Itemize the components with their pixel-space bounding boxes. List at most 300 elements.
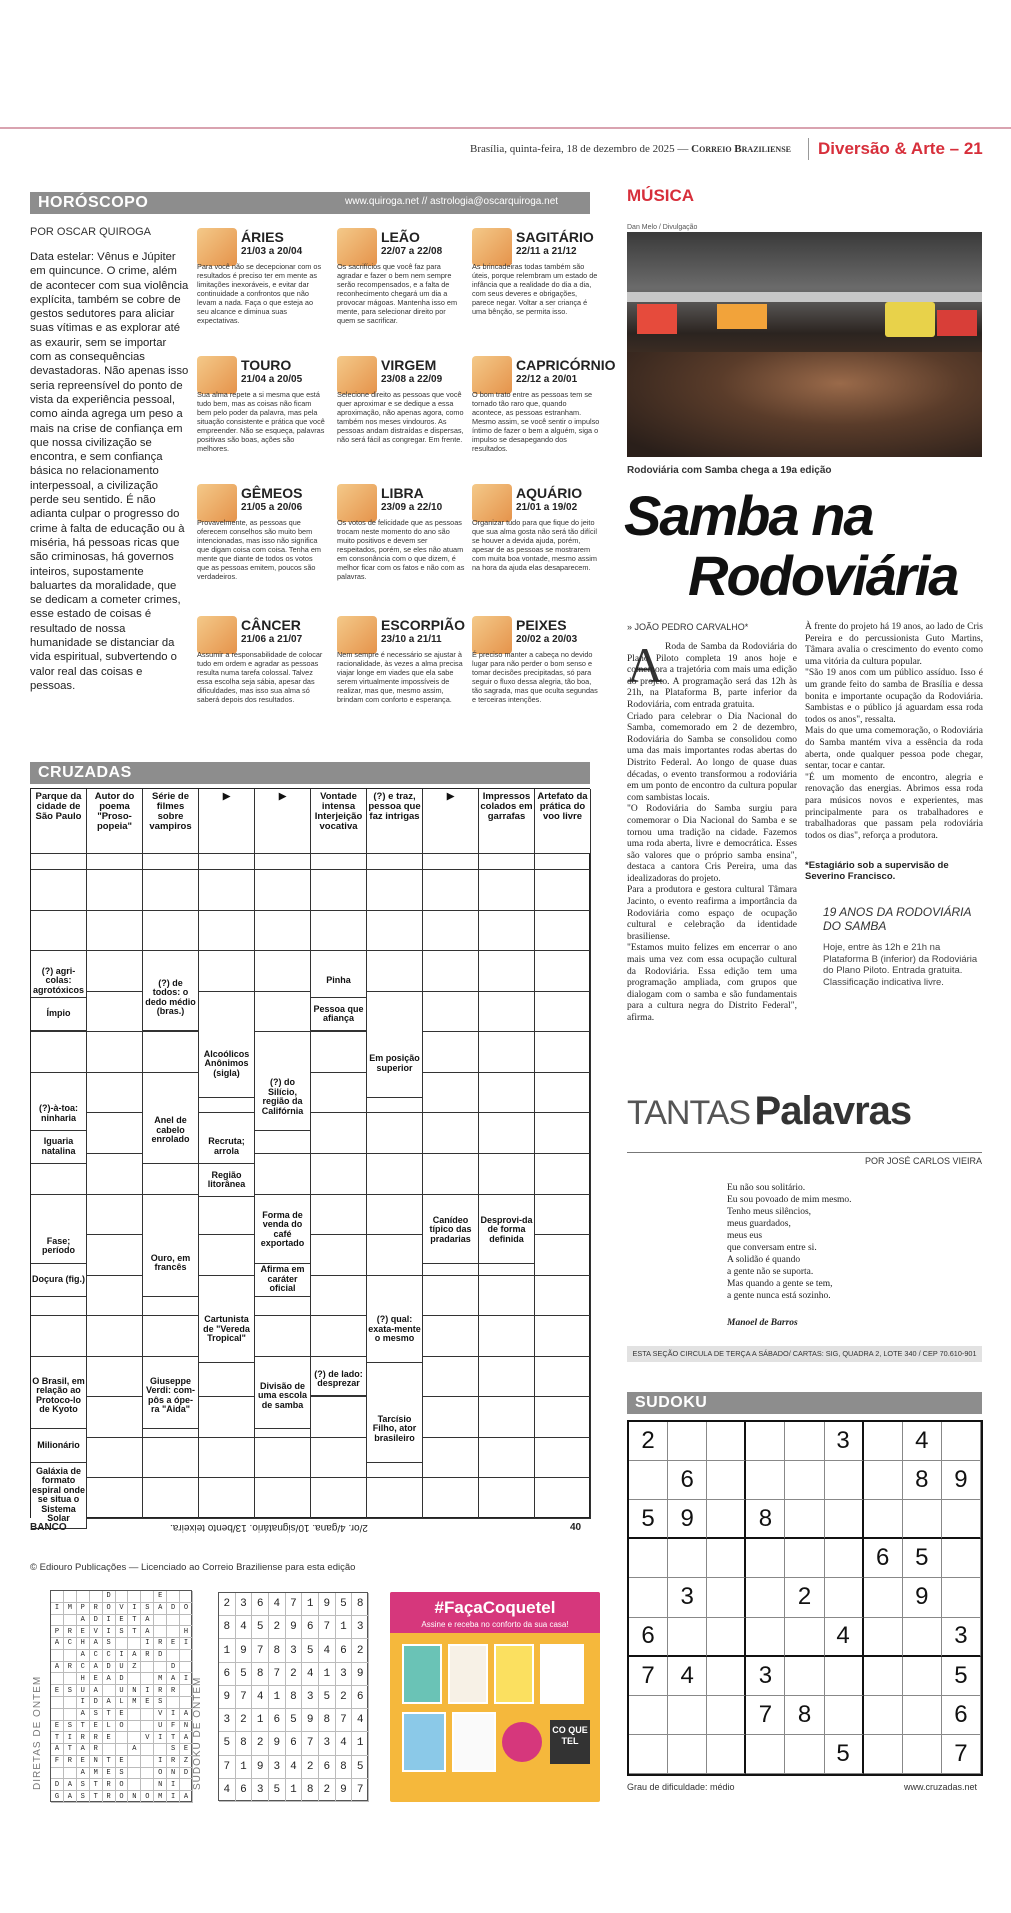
- sudoku-cell: 6: [864, 1539, 903, 1578]
- crossword-clue: (?) do Silício, região da Califórnia: [255, 1064, 311, 1130]
- crossword-cell[interactable]: [143, 870, 199, 911]
- sign-illustration-icon: [472, 228, 512, 266]
- crossword-cell[interactable]: [367, 951, 423, 992]
- sudoku-cell[interactable]: [785, 1618, 824, 1657]
- crossword-cell[interactable]: [479, 1397, 535, 1438]
- sudoku-cell[interactable]: [785, 1657, 824, 1696]
- crossword-cell[interactable]: [535, 951, 591, 992]
- diretas-cell: A: [77, 1744, 90, 1756]
- sudoku-cell: 3: [746, 1657, 785, 1696]
- diretas-cell: S: [116, 1768, 129, 1780]
- sign-name: CAPRICÓRNIO: [516, 357, 616, 373]
- ad-subtitle: Assine e receba no conforto da sua casa!: [390, 1620, 600, 1633]
- poem-author: Manoel de Barros: [727, 1318, 798, 1328]
- crossword-cell[interactable]: [423, 870, 479, 911]
- sign-dates: 22/07 a 22/08: [381, 246, 443, 257]
- sudoku-yesterday-cell: 6: [252, 1593, 269, 1616]
- diretas-cell: A: [90, 1685, 103, 1697]
- diretas-cell: [128, 1756, 141, 1768]
- crossword-cell[interactable]: [143, 911, 199, 952]
- sign-name: PEIXES: [516, 617, 567, 633]
- sudoku-cell: 3: [825, 1422, 864, 1461]
- crossword-cell[interactable]: [479, 1276, 535, 1317]
- sudoku-cell[interactable]: [785, 1735, 824, 1774]
- diretas-cell: O: [180, 1603, 193, 1615]
- crossword-number: 40: [570, 1522, 582, 1533]
- crossword-cell[interactable]: [31, 1316, 87, 1357]
- diretas-cell: T: [103, 1709, 116, 1721]
- headline-line2: Rodoviária: [688, 544, 958, 607]
- crossword-cell[interactable]: [199, 870, 255, 911]
- crossword-cell[interactable]: [255, 911, 311, 952]
- sudoku-cell[interactable]: [629, 1735, 668, 1774]
- sudoku-cell[interactable]: [864, 1618, 903, 1657]
- diretas-cell: D: [167, 1662, 180, 1674]
- sudoku-yesterday-cell: 5: [319, 1686, 336, 1709]
- sudoku-cell[interactable]: [903, 1696, 942, 1735]
- diretas-cell: S: [154, 1697, 167, 1709]
- diretas-cell: [77, 1591, 90, 1603]
- sudoku-yesterday-cell: 4: [319, 1639, 336, 1662]
- sign-dates: 21/04 a 20/05: [241, 374, 303, 385]
- crossword-cell[interactable]: [311, 1154, 367, 1195]
- crossword-clue: Vontade intensa Interjeição vocativa: [311, 789, 367, 854]
- crossword-cell[interactable]: [423, 992, 479, 1033]
- sudoku-cell: 3: [942, 1618, 981, 1657]
- sudoku-cell: 9: [942, 1461, 981, 1500]
- sudoku-cell[interactable]: [746, 1578, 785, 1617]
- crossword-cell[interactable]: [535, 1235, 591, 1276]
- diretas-cell: C: [64, 1638, 77, 1650]
- sudoku-cell[interactable]: [746, 1539, 785, 1578]
- sudoku-cell[interactable]: [746, 1735, 785, 1774]
- sudoku-cell: 5: [942, 1657, 981, 1696]
- sudoku-cell[interactable]: [668, 1422, 707, 1461]
- crossword-cell[interactable]: [535, 1276, 591, 1317]
- sudoku-yesterday-cell: 4: [252, 1686, 269, 1709]
- diretas-cell: [141, 1709, 154, 1721]
- crossword-cell[interactable]: [423, 1113, 479, 1154]
- crossword-cell[interactable]: [31, 911, 87, 952]
- crossword-cell[interactable]: [423, 1397, 479, 1438]
- crossword-cell[interactable]: [535, 1397, 591, 1438]
- coquetel-ad[interactable]: [390, 1592, 600, 1802]
- crossword-cell[interactable]: [199, 1195, 255, 1236]
- crossword-cell[interactable]: [535, 1357, 591, 1398]
- crossword-cell[interactable]: [87, 1113, 143, 1154]
- crossword-cell[interactable]: [535, 1478, 591, 1519]
- diretas-cell: [128, 1732, 141, 1744]
- crossword-cell[interactable]: [255, 951, 311, 992]
- sudoku-yesterday-cell: 5: [302, 1639, 319, 1662]
- crossword-cell[interactable]: [535, 1316, 591, 1357]
- crossword-cell[interactable]: [479, 1438, 535, 1479]
- crossword-cell[interactable]: [87, 951, 143, 992]
- diretas-cell: [141, 1744, 154, 1756]
- crossword-cell[interactable]: [199, 1438, 255, 1479]
- magazine-cover-icon: [452, 1712, 496, 1772]
- crossword-cell[interactable]: [423, 1032, 479, 1073]
- diretas-cell: [141, 1779, 154, 1791]
- crossword-clue: Galáxia de formato espiral onde se situa o Sistema Solar: [31, 1463, 87, 1529]
- sudoku-yesterday-cell: 2: [302, 1756, 319, 1779]
- diretas-cell: I: [141, 1685, 154, 1697]
- sudoku-cell[interactable]: [707, 1696, 746, 1735]
- diretas-cell: D: [90, 1615, 103, 1627]
- diretas-cell: N: [128, 1685, 141, 1697]
- sudoku-cell[interactable]: [864, 1461, 903, 1500]
- crossword-cell[interactable]: [87, 1478, 143, 1519]
- crossword-cell[interactable]: [87, 992, 143, 1033]
- crossword-cell[interactable]: [535, 1154, 591, 1195]
- crossword-cell[interactable]: [423, 1478, 479, 1519]
- sign-dates: 22/11 a 21/12: [516, 246, 577, 257]
- crossword-cell[interactable]: [199, 1397, 255, 1438]
- diretas-cell: T: [90, 1791, 103, 1803]
- sudoku-cell[interactable]: [785, 1422, 824, 1461]
- crossword-cell[interactable]: [479, 1073, 535, 1114]
- crossword-cell[interactable]: [479, 992, 535, 1033]
- crossword-cell[interactable]: [31, 1032, 87, 1073]
- crossword-cell[interactable]: [143, 1195, 199, 1236]
- crossword-cell[interactable]: [479, 1357, 535, 1398]
- crossword-cell[interactable]: [87, 1438, 143, 1479]
- sign-illustration-icon: [337, 616, 377, 654]
- diretas-cell: V: [141, 1732, 154, 1744]
- diretas-cell: [141, 1591, 154, 1603]
- sudoku-cell[interactable]: [707, 1422, 746, 1461]
- diretas-cell: T: [128, 1626, 141, 1638]
- crossword-cell[interactable]: [199, 992, 255, 1033]
- sudoku-yesterday-cell: 1: [336, 1616, 353, 1639]
- sudoku-cell: 2: [785, 1578, 824, 1617]
- diretas-cell: A: [77, 1709, 90, 1721]
- diretas-cell: U: [77, 1685, 90, 1697]
- sudoku-cell[interactable]: [864, 1657, 903, 1696]
- crossword-cell[interactable]: [87, 1316, 143, 1357]
- crossword-cell[interactable]: [255, 1438, 311, 1479]
- sudoku-yesterday-cell: 8: [236, 1732, 253, 1755]
- sudoku-cell[interactable]: [707, 1657, 746, 1696]
- crossword-cell[interactable]: [255, 1154, 311, 1195]
- crossword-cell[interactable]: [367, 1113, 423, 1154]
- sudoku-cell[interactable]: [942, 1500, 981, 1539]
- diretas-cell: [128, 1673, 141, 1685]
- sudoku-cell[interactable]: [825, 1578, 864, 1617]
- diretas-cell: E: [154, 1591, 167, 1603]
- diretas-cell: [128, 1638, 141, 1650]
- crossword-cell[interactable]: [423, 1357, 479, 1398]
- sudoku-cell[interactable]: [629, 1578, 668, 1617]
- crossword-cell[interactable]: [423, 1276, 479, 1317]
- crossword-cell[interactable]: [143, 1478, 199, 1519]
- crossword-clue: Região litorânea: [199, 1164, 255, 1197]
- diretas-cell: N: [90, 1756, 103, 1768]
- crossword-cell[interactable]: [199, 1478, 255, 1519]
- diretas-cell: N: [167, 1768, 180, 1780]
- sudoku-yesterday-cell: 5: [252, 1616, 269, 1639]
- sudoku-cell[interactable]: [903, 1500, 942, 1539]
- diretas-cell: [154, 1615, 167, 1627]
- diretas-cell: P: [77, 1603, 90, 1615]
- top-rule: [0, 127, 1011, 129]
- sudoku-cell[interactable]: [668, 1735, 707, 1774]
- crossword-cell[interactable]: [199, 911, 255, 952]
- crossword-cell[interactable]: [143, 1032, 199, 1073]
- crossword-cell[interactable]: [87, 1276, 143, 1317]
- crossword-cell[interactable]: [87, 870, 143, 911]
- diretas-cell: A: [167, 1673, 180, 1685]
- sudoku-cell[interactable]: [864, 1422, 903, 1461]
- crossword-cell[interactable]: [535, 1073, 591, 1114]
- sign-illustration-icon: [472, 484, 512, 522]
- sudoku-cell[interactable]: [942, 1578, 981, 1617]
- sudoku-yesterday-cell: 9: [319, 1593, 336, 1616]
- sign-text: Provavelmente, as pessoas que oferecem conselhos são muito bem intencionadas, mas isso não significa que digam coisa com coisa. Tenha em mente que diante de todos os votos que as pessoas emitem, poucos são verdadeiros.: [197, 518, 321, 581]
- sudoku-cell[interactable]: [668, 1618, 707, 1657]
- crossword-cell[interactable]: [87, 911, 143, 952]
- sudoku-cell[interactable]: [903, 1618, 942, 1657]
- diretas-label: DIRETAS DE ONTEM: [32, 1675, 43, 1790]
- diretas-cell: E: [103, 1732, 116, 1744]
- crossword-cell[interactable]: [535, 1032, 591, 1073]
- crossword-cell[interactable]: [311, 1235, 367, 1276]
- article-col1: Roda de Samba da Rodoviária do Plano Piloto completa 19 anos hoje e comemora a trajetória com mais uma edição do projeto. A programação será das 12h às 21h, na Plataforma B, parte inferior da Rodoviária, com entrada gratuita. Criado para celebrar o Dia Nacional do Samba, comemorado em 2 de dezembro, Rodoviária do Samba se consolidou como uma das mais importantes rodas abertas do Distrito Federal. Ao longo de quase duas décadas, o evento transformou a rodoviária em um ponto de encontro da cultura popular com sambistas locais. "O Rodoviária do Samba surgiu para comemorar o Dia Nacional do Samba e se tornou uma tradição na cidade. Fazemos uma roda aberta, livre e democrática. Esses são valores que o próprio samba ensina", destaca a cantora Cris Pereira, uma das idealizadoras do projeto. Para a produtora e gestora cultural Tâmara Jacinto, o evento reafirma a importância da Rodoviária como espaço de ocupação cultural e celebração da identidade brasiliense. "Estamos muito felizes em encerrar o ano mais uma vez com essa ocupação cultural da Rodoviária. Essa edição tem uma programação ampliada, com grupos que dialogam com o samba e são fundamentais para a cultura negra do Distrito Federal", afirma.: [627, 642, 797, 1023]
- diretas-cell: E: [116, 1709, 129, 1721]
- crossword-cell[interactable]: [535, 992, 591, 1033]
- ad-hashtag: #FaçaCoquetel: [390, 1592, 600, 1620]
- sudoku-yesterday-cell: 8: [286, 1686, 303, 1709]
- sudoku-cell[interactable]: [942, 1539, 981, 1578]
- sign-name: AQUÁRIO: [516, 485, 583, 501]
- sudoku-cell[interactable]: [707, 1578, 746, 1617]
- sudoku-cell: 5: [825, 1735, 864, 1774]
- crossword-cell[interactable]: [367, 992, 423, 1033]
- diretas-cell: [167, 1591, 180, 1603]
- sudoku-yesterday-cell: 7: [336, 1709, 353, 1732]
- ediouro-credit: © Ediouro Publicações — Licenciado ao Correio Braziliense para esta edição: [30, 1562, 356, 1573]
- diretas-cell: [167, 1650, 180, 1662]
- sudoku-cell[interactable]: [825, 1500, 864, 1539]
- diretas-cell: I: [180, 1638, 193, 1650]
- sudoku-cell[interactable]: [864, 1578, 903, 1617]
- diretas-cell: M: [128, 1697, 141, 1709]
- crossword-cell[interactable]: [255, 870, 311, 911]
- diretas-cell: A: [128, 1650, 141, 1662]
- sudoku-cell[interactable]: [785, 1539, 824, 1578]
- crossword-cell[interactable]: [31, 1195, 87, 1236]
- crossword-cell[interactable]: [479, 1316, 535, 1357]
- diretas-cell: F: [167, 1721, 180, 1733]
- crossword-cell[interactable]: [199, 951, 255, 992]
- diretas-cell: E: [77, 1756, 90, 1768]
- sudoku-yesterday-cell: 3: [352, 1616, 369, 1639]
- crossword-clue: (?) agri-colas: agrotóxicos: [31, 965, 87, 998]
- crossword-cell[interactable]: [479, 1032, 535, 1073]
- crossword-cell[interactable]: [87, 1195, 143, 1236]
- crossword-cell[interactable]: [87, 1235, 143, 1276]
- sudoku-cell: 4: [825, 1618, 864, 1657]
- sudoku-yesterday-cell: 2: [252, 1732, 269, 1755]
- sudoku-cell[interactable]: [785, 1461, 824, 1500]
- crossword-cell[interactable]: [87, 1154, 143, 1195]
- sudoku-yesterday-cell: 3: [302, 1686, 319, 1709]
- crossword-cell[interactable]: [535, 1195, 591, 1236]
- crossword-cell[interactable]: [311, 911, 367, 952]
- sudoku-cell[interactable]: [707, 1461, 746, 1500]
- sudoku-cell[interactable]: [825, 1657, 864, 1696]
- crossword-cell[interactable]: [311, 1316, 367, 1357]
- article-col2: À frente do projeto há 19 anos, ao lado de Cris Pereira e do percussionista Guto Martins, Tâmara avalia o crescimento do evento como uma vitória da cultura popular. "São 19 anos com um público assíduo. Isso é um grande feito do samba de Brasília e dessa bonita e importante ocupação da Rodoviária. Sambistas e o público já aguardam essa roda todos os anos", ressalta. Mais do que uma comemoração, o Rodoviária do Samba mantém viva a essência da roda aberta, onde qualquer pessoa pode chegar, sentar, tocar e cantar. "É um momento de encontro, alegria e renovação das energias. Abrimos essa roda para músicos novos e experientes, mas principalmente para os trabalhadores e trabalhadoras que passam pela rodoviária todos os dias", reforça a produtora.: [805, 622, 983, 841]
- diretas-cell: [141, 1673, 154, 1685]
- crossword-cell[interactable]: [367, 911, 423, 952]
- crossword-cell[interactable]: [311, 1032, 367, 1073]
- crossword-cell[interactable]: [367, 1154, 423, 1195]
- sudoku-yesterday-cell: 6: [219, 1663, 236, 1686]
- crossword-cell[interactable]: [31, 870, 87, 911]
- diretas-cell: A: [90, 1662, 103, 1674]
- crossword-cell[interactable]: [423, 911, 479, 952]
- sign-name: GÊMEOS: [241, 485, 303, 501]
- sudoku-cell[interactable]: [629, 1696, 668, 1735]
- sudoku-cell[interactable]: [864, 1735, 903, 1774]
- sudoku-cell[interactable]: [825, 1539, 864, 1578]
- diretas-cell: [154, 1744, 167, 1756]
- crossword-cell[interactable]: [367, 870, 423, 911]
- crossword-cell[interactable]: [479, 951, 535, 992]
- sign-dates: 21/06 a 21/07: [241, 634, 303, 645]
- sudoku-cell[interactable]: [668, 1696, 707, 1735]
- crossword-cell[interactable]: [311, 1276, 367, 1317]
- diretas-cell: C: [90, 1650, 103, 1662]
- diretas-cell: [141, 1662, 154, 1674]
- crossword-clue: Iguaria natalina: [31, 1131, 87, 1164]
- crossword-clue: Anel de cabelo enrolado: [143, 1098, 199, 1164]
- diretas-cell: R: [90, 1732, 103, 1744]
- diretas-cell: A: [77, 1768, 90, 1780]
- diretas-cell: D: [51, 1779, 64, 1791]
- magazine-cover-icon: [448, 1644, 488, 1704]
- crossword-cell[interactable]: [255, 992, 311, 1033]
- sudoku-cell[interactable]: [707, 1735, 746, 1774]
- sudoku-cell[interactable]: [825, 1461, 864, 1500]
- diretas-cell: D: [103, 1591, 116, 1603]
- crossword-clue: Pinha: [311, 965, 367, 998]
- crossword-cell[interactable]: [479, 911, 535, 952]
- diretas-cell: N: [180, 1721, 193, 1733]
- crossword-cell[interactable]: [423, 1438, 479, 1479]
- crossword-cell[interactable]: [87, 1357, 143, 1398]
- crossword-cell[interactable]: [423, 1316, 479, 1357]
- crossword-cell[interactable]: [367, 1195, 423, 1236]
- crossword-cell[interactable]: [535, 870, 591, 911]
- horoscope-title-bar: HORÓSCOPO: [30, 192, 590, 214]
- crossword-cell[interactable]: [311, 1195, 367, 1236]
- diretas-cell: [64, 1697, 77, 1709]
- crossword-cell[interactable]: [311, 1397, 367, 1438]
- crossword-cell[interactable]: [423, 1154, 479, 1195]
- sudoku-cell[interactable]: [707, 1618, 746, 1657]
- crossword-cell[interactable]: [423, 1073, 479, 1114]
- sudoku-cell[interactable]: [825, 1696, 864, 1735]
- sudoku-cell[interactable]: [942, 1422, 981, 1461]
- sign-illustration-icon: [472, 356, 512, 394]
- sudoku-cell[interactable]: [746, 1461, 785, 1500]
- diretas-cell: [128, 1779, 141, 1791]
- crossword-cell[interactable]: [87, 1397, 143, 1438]
- diretas-solution-grid: [50, 1590, 192, 1802]
- sudoku-cell[interactable]: [629, 1539, 668, 1578]
- crossword-cell[interactable]: [311, 1073, 367, 1114]
- diretas-cell: Z: [180, 1756, 193, 1768]
- diretas-cell: V: [154, 1709, 167, 1721]
- sudoku-cell[interactable]: [668, 1539, 707, 1578]
- crossword-cell[interactable]: [367, 1235, 423, 1276]
- sudoku-yesterday-cell: 9: [252, 1756, 269, 1779]
- diretas-cell: R: [90, 1603, 103, 1615]
- sudoku-cell[interactable]: [864, 1500, 903, 1539]
- article-footnote: *Estagiário sob a supervisão de Severino Francisco.: [805, 860, 949, 882]
- diretas-cell: E: [116, 1756, 129, 1768]
- crossword-cell[interactable]: [535, 1113, 591, 1154]
- sudoku-cell[interactable]: [629, 1461, 668, 1500]
- diretas-cell: S: [90, 1709, 103, 1721]
- crossword-cell[interactable]: [535, 911, 591, 952]
- crossword-cell[interactable]: [479, 1113, 535, 1154]
- crossword-cell[interactable]: [255, 1316, 311, 1357]
- diretas-cell: O: [154, 1768, 167, 1780]
- crossword-cell[interactable]: [87, 1032, 143, 1073]
- sign-name: VIRGEM: [381, 357, 437, 373]
- diretas-cell: [116, 1744, 129, 1756]
- crossword-cell[interactable]: [199, 1235, 255, 1276]
- sudoku-cell[interactable]: [707, 1539, 746, 1578]
- crossword-cell[interactable]: [479, 1478, 535, 1519]
- crossword-cell[interactable]: [143, 1316, 199, 1357]
- sudoku-yesterday-cell: 4: [302, 1663, 319, 1686]
- crossword-cell[interactable]: [423, 951, 479, 992]
- sudoku-yesterday-cell: 9: [286, 1616, 303, 1639]
- crossword-cell[interactable]: [143, 1438, 199, 1479]
- diretas-cell: A: [64, 1779, 77, 1791]
- sudoku-cell[interactable]: [864, 1696, 903, 1735]
- sudoku-cell[interactable]: [785, 1500, 824, 1539]
- sudoku-yesterday-cell: 3: [252, 1779, 269, 1802]
- diretas-cell: [64, 1591, 77, 1603]
- sudoku-yesterday-grid: [218, 1592, 368, 1801]
- sudoku-yesterday-cell: 7: [352, 1779, 369, 1802]
- crossword-cell[interactable]: [311, 1113, 367, 1154]
- crossword-cell[interactable]: [535, 1438, 591, 1479]
- crossword-cell[interactable]: [87, 1073, 143, 1114]
- sudoku-cell[interactable]: [746, 1618, 785, 1657]
- diretas-cell: E: [103, 1768, 116, 1780]
- crossword-cell[interactable]: [367, 1478, 423, 1519]
- dateline: Brasília, quinta-feira, 18 de dezembro de 2025 — Correio Braziliense: [470, 143, 791, 155]
- sudoku-cell[interactable]: [707, 1500, 746, 1539]
- crossword-cell[interactable]: [311, 870, 367, 911]
- crossword-cell[interactable]: [479, 1154, 535, 1195]
- crossword-bank-text: 2/or. 4/gana. 10/signatário. 13/bento teixeira.: [170, 1522, 368, 1533]
- sudoku-cell[interactable]: [903, 1735, 942, 1774]
- crossword-cell[interactable]: [479, 870, 535, 911]
- crossword-cell[interactable]: [311, 1438, 367, 1479]
- crossword-cell[interactable]: [255, 1478, 311, 1519]
- crossword-cell[interactable]: [311, 1478, 367, 1519]
- sudoku-cell: 6: [629, 1618, 668, 1657]
- sudoku-cell[interactable]: [746, 1422, 785, 1461]
- sudoku-cell[interactable]: [903, 1657, 942, 1696]
